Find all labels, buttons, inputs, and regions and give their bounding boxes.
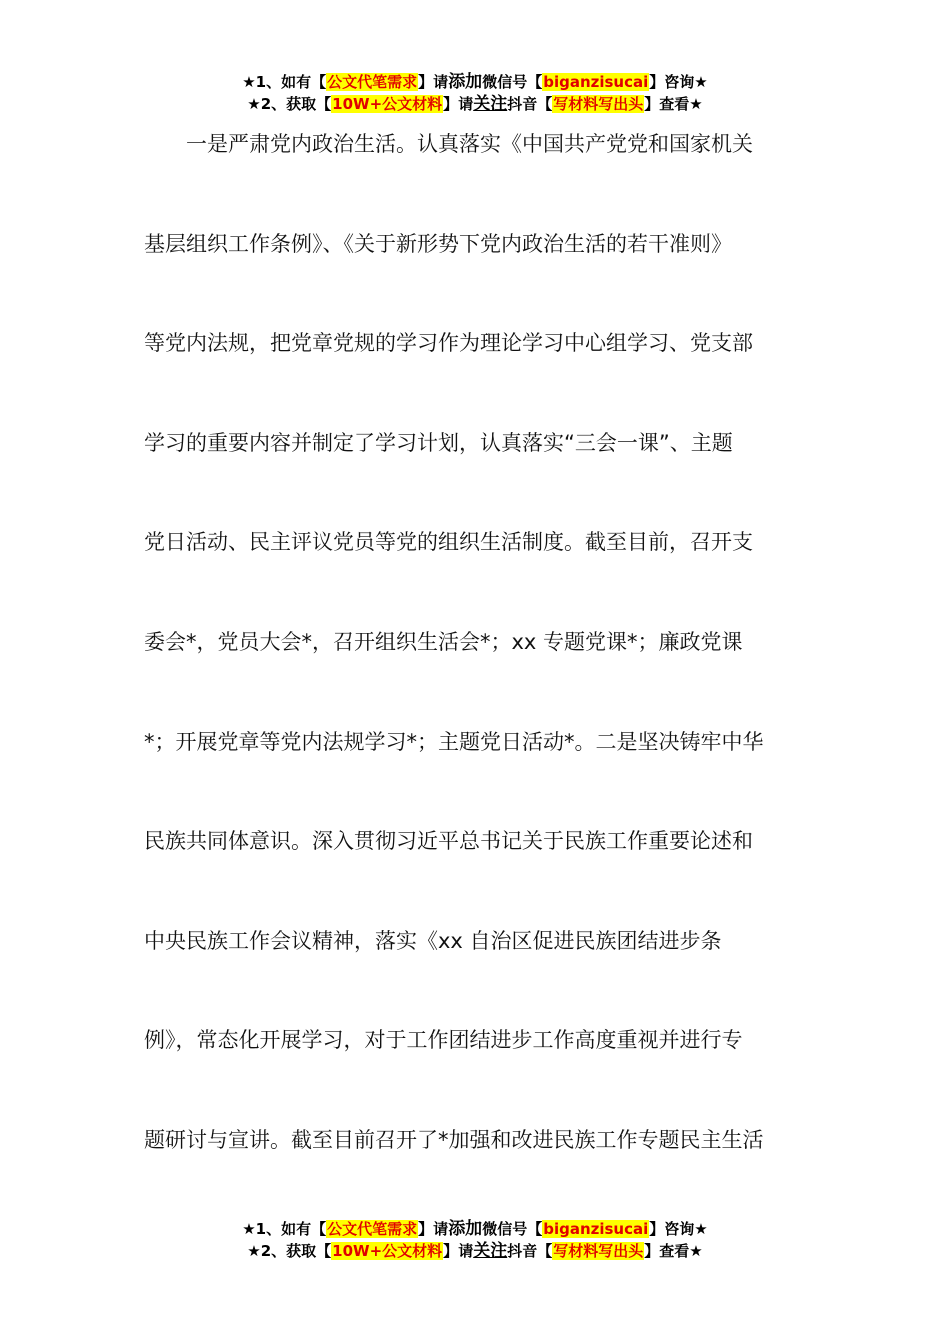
bracket: 】 [649, 73, 665, 91]
banner-text: ★2、获取 [247, 95, 317, 113]
body-line: 学习的重要内容并制定了学习计划，认真落实“三会一课”、主题 [144, 430, 733, 455]
bracket: 【 [316, 95, 332, 113]
banner-text: 请 [458, 1242, 474, 1260]
highlight-wechat-id: biganzisucai [543, 73, 649, 91]
bracket: 【 [311, 1220, 327, 1238]
bracket: 】 [644, 95, 660, 113]
bracket: 【 [537, 95, 553, 113]
bracket: 】 [644, 1242, 660, 1260]
body-line: 例》，常态化开展学习，对于工作团结进步工作高度重视并进行专 [144, 1028, 743, 1053]
banner-text: ★1、如有 [242, 73, 312, 91]
body-line: 中央民族工作会议精神，落实《xx 自治区促进民族团结进步条 [144, 928, 722, 953]
bracket: 】 [443, 95, 459, 113]
bracket: 】 [418, 1220, 434, 1238]
banner-text: 抖音 [507, 95, 538, 113]
bracket: 】 [418, 73, 434, 91]
document-body [144, 122, 814, 1218]
banner-text: 请 [433, 73, 449, 91]
body-line: *；开展党章等党内法规学习*；主题党日活动*。二是坚决铸牢中华 [144, 729, 764, 754]
bracket: 【 [527, 73, 543, 91]
highlight-douyin-account: 写材料写出头 [553, 95, 644, 113]
banner-emphasis: 添加 [448, 1219, 483, 1239]
banner-emphasis: 关注 [473, 1241, 508, 1261]
highlight-wechat-id: biganzisucai [543, 1220, 649, 1238]
banner-text: 咨询★ [664, 1220, 708, 1238]
banner-text: 咨询★ [664, 73, 708, 91]
body-line: 一是严肃党内政治生活。认真落实《中国共产党党和国家机关 [186, 132, 753, 156]
body-line: 等党内法规，把党章党规的学习作为理论学习中心组学习、党支部 [144, 331, 753, 356]
body-line: 委会*，党员大会*，召开组织生活会*；xx 专题党课*；廉政党课 [144, 629, 743, 654]
highlight-service: 公文代笔需求 [327, 1220, 418, 1238]
banner-text: 微信号 [482, 73, 528, 91]
banner-text: 请 [458, 95, 474, 113]
highlight-service: 公文代笔需求 [327, 73, 418, 91]
banner-text: 查看★ [659, 1242, 703, 1260]
header-banner [0, 71, 950, 115]
banner-line-1 [0, 71, 950, 93]
bracket: 【 [527, 1220, 543, 1238]
highlight-douyin-account: 写材料写出头 [553, 1242, 644, 1260]
bracket: 【 [316, 1242, 332, 1260]
footer-banner [0, 1218, 950, 1262]
banner-text: ★1、如有 [242, 1220, 312, 1238]
banner-text: 抖音 [507, 1242, 538, 1260]
banner-text: ★2、获取 [247, 1242, 317, 1260]
bracket: 】 [443, 1242, 459, 1260]
bracket: 】 [649, 1220, 665, 1238]
body-line: 基层组织工作条例》、《关于新形势下党内政治生活的若干准则》 [144, 231, 732, 256]
body-line: 题研讨与宣讲。截至目前召开了*加强和改进民族工作专题民主生活 [144, 1127, 764, 1152]
banner-text: 请 [433, 1220, 449, 1238]
banner-text: 查看★ [659, 95, 703, 113]
banner-line-2 [0, 93, 950, 115]
banner-emphasis: 关注 [473, 94, 508, 114]
bracket: 【 [537, 1242, 553, 1260]
bracket: 【 [311, 73, 327, 91]
body-line: 民族共同体意识。深入贯彻习近平总书记关于民族工作重要论述和 [144, 829, 753, 854]
highlight-materials: 10W+公文材料 [332, 1242, 443, 1260]
banner-text: 微信号 [482, 1220, 528, 1238]
banner-line-2 [0, 1240, 950, 1262]
banner-line-1 [0, 1218, 950, 1240]
highlight-materials: 10W+公文材料 [332, 95, 443, 113]
banner-emphasis: 添加 [448, 72, 483, 92]
body-line: 党日活动、民主评议党员等党的组织生活制度。截至目前，召开支 [144, 530, 753, 555]
